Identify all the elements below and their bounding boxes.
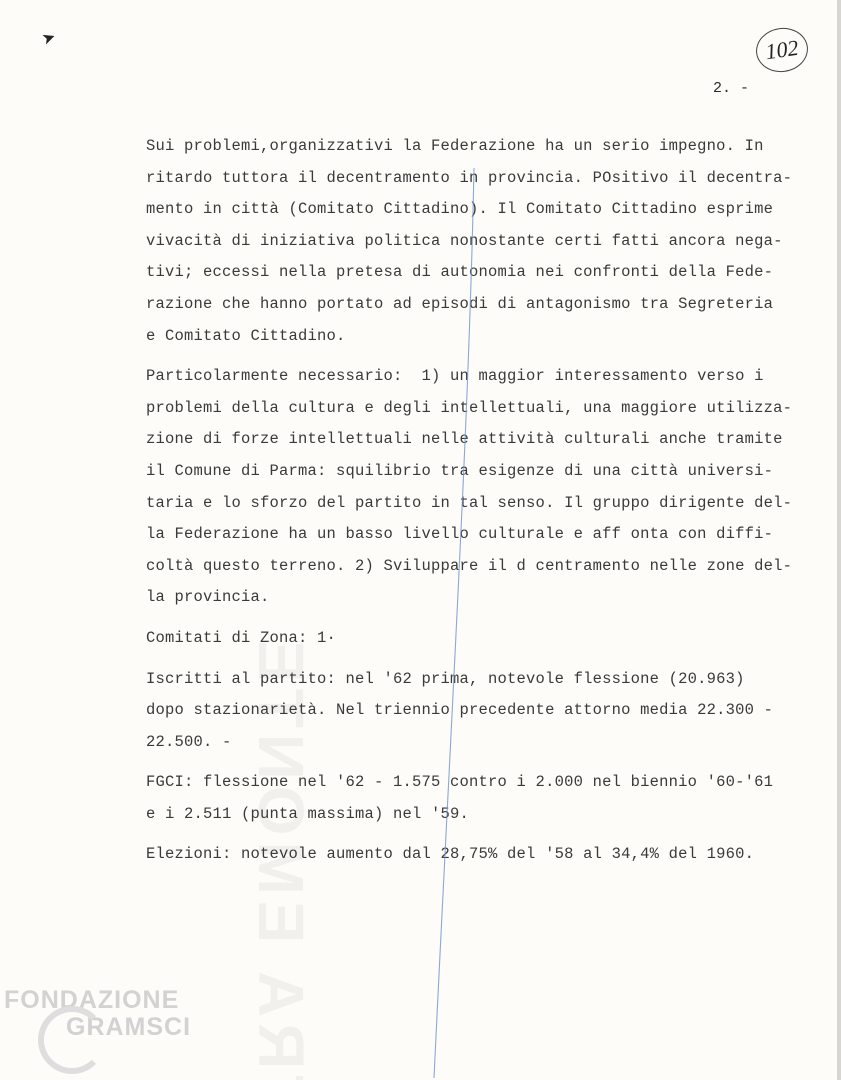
text-line: e i 2.511 (punta massima) nel '59. xyxy=(146,804,470,823)
text-line: problemi della cultura e degli intellettuali, una maggiore utilizza- xyxy=(146,398,793,417)
text-line: Elezioni: notevole aumento dal 28,75% del '58 al 34,4% del 1960. xyxy=(146,845,755,864)
paragraph-gap xyxy=(146,655,826,664)
watermark-line-2: GRAMSCI xyxy=(66,1013,192,1041)
text-line: 22.500. - xyxy=(146,732,232,751)
text-line: la provincia. xyxy=(146,588,270,607)
page-edge xyxy=(837,0,841,1080)
paragraph xyxy=(146,623,826,655)
text-line: tivi; eccessi nella pretesa di autonomia nei confronti della Fede- xyxy=(146,263,774,282)
text-line: vivacità di iniziativa politica nonostante certi fatti ancora nega- xyxy=(146,231,783,250)
paragraph-gap xyxy=(146,830,826,839)
page-number: 2. - xyxy=(713,80,750,97)
paragraph xyxy=(146,839,826,871)
watermark-logo-icon xyxy=(38,1006,106,1074)
text-line: zione di forze intellettuali nelle attività culturali anche tramite xyxy=(146,430,783,449)
text-line: dopo stazionarietà. Nel triennio precedente attorno media 22.300 - xyxy=(146,701,774,720)
text-line: Comitati di Zona: 1· xyxy=(146,628,337,647)
paragraph xyxy=(146,361,826,614)
text-line: Particolarmente necessario: 1) un maggior interessamento verso i xyxy=(146,367,764,386)
text-line: razione che hanno portato ad episodi di antagonismo tra Segreteria xyxy=(146,294,774,313)
paragraph xyxy=(146,664,826,759)
text-line: FGCI: flessione nel '62 - 1.575 contro i 2.000 nel biennio '60-'61 xyxy=(146,773,774,792)
paragraph xyxy=(146,131,826,352)
archive-number-stamp: 102 xyxy=(753,25,811,76)
paragraph xyxy=(146,767,826,830)
bird-mark-icon: ➤ xyxy=(39,26,59,49)
paragraph-gap xyxy=(146,352,826,361)
text-line: e Comitato Cittadino. xyxy=(146,326,346,345)
text-line: la Federazione ha un basso livello culturale e aff onta con diffi- xyxy=(146,525,774,544)
paragraph-gap xyxy=(146,758,826,767)
text-line: coltà questo terreno. 2) Sviluppare il d centramento nelle zone del- xyxy=(146,556,793,575)
watermark-line-1: FONDAZIONE xyxy=(4,986,180,1014)
paragraph-gap xyxy=(146,614,826,623)
text-line: Sui problemi,organizzativi la Federazione ha un serio impegno. In xyxy=(146,137,764,155)
text-line: taria e lo sforzo del partito in tal senso. Il gruppo dirigente del- xyxy=(146,493,793,512)
text-line: il Comune di Parma: squilibrio tra esigenze di una città universi- xyxy=(146,461,774,480)
text-line: Iscritti al partito: nel '62 prima, notevole flessione (20.963) xyxy=(146,669,745,688)
text-line: mento in città (Comitato Cittadino). Il Comitato Cittadino esprime xyxy=(146,200,774,219)
text-line: ritardo tuttora il decentramento in provincia. POsitivo il decentra- xyxy=(146,168,793,187)
typed-text-body xyxy=(146,131,826,871)
fondazione-gramsci-watermark xyxy=(4,988,191,1040)
